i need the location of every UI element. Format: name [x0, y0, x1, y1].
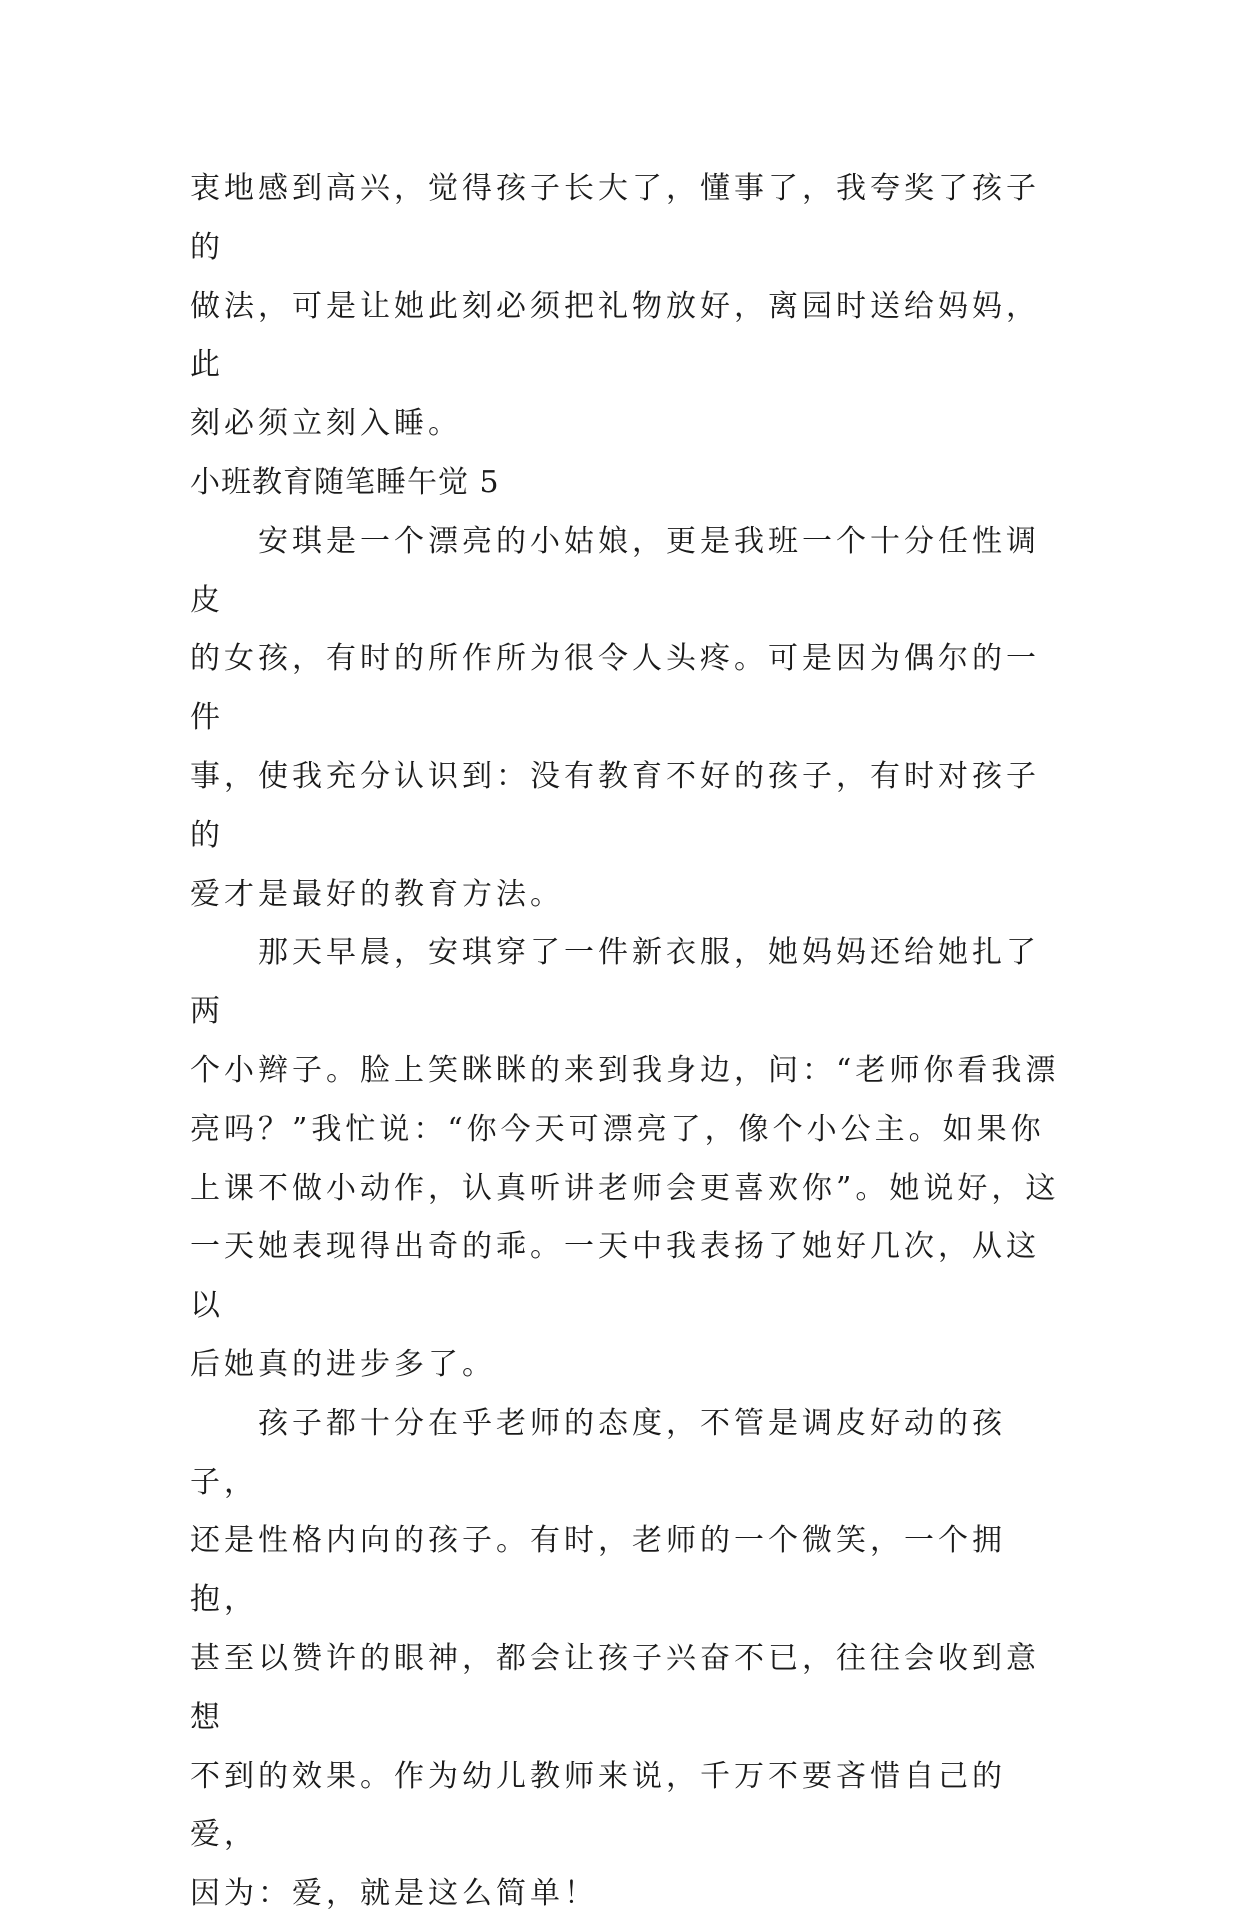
section-title: 小班教育随笔睡午觉 5	[190, 464, 500, 500]
body-paragraph: 安琪是一个漂亮的小姑娘，更是我班一个十分任性调皮 的女孩，有时的所作所为很令人头疼。可是因为偶尔的一件 事，使我充分认识到：没有教育不好的孩子，有时对孩子的 爱才是最好的教育方法。	[190, 523, 1040, 912]
body-paragraph: 孩子都十分在乎老师的态度，不管是调皮好动的孩子， 还是性格内向的孩子。有时，老师的一个微笑，一个拥抱， 甚至以赞许的眼神，都会让孩子兴奋不已，往往会收到意想 不到的效果。作为幼儿教师来说，千万不要吝惜自己的爱， 因为：爱，就是这么简单！	[190, 1405, 1040, 1912]
continuation-paragraph: 衷地感到高兴，觉得孩子长大了，懂事了，我夸奖了孩子的 做法，可是让她此刻必须把礼物放好，离园时送给妈妈，此 刻必须立刻入睡。	[190, 171, 1040, 442]
document-body	[190, 160, 1070, 1924]
body-paragraph: 那天早晨，安琪穿了一件新衣服，她妈妈还给她扎了两 个小辫子。脸上笑眯眯的来到我身边，问：“老师你看我漂 亮吗？”我忙说：“你今天可漂亮了，像个小公主。如果你 上课不做小动作，认真听讲老师会更喜欢你”。她说好，这 一天她表现得出奇的乖。一天中我表扬了她好几次，从这以 后她真的进步多了。	[190, 935, 1060, 1382]
